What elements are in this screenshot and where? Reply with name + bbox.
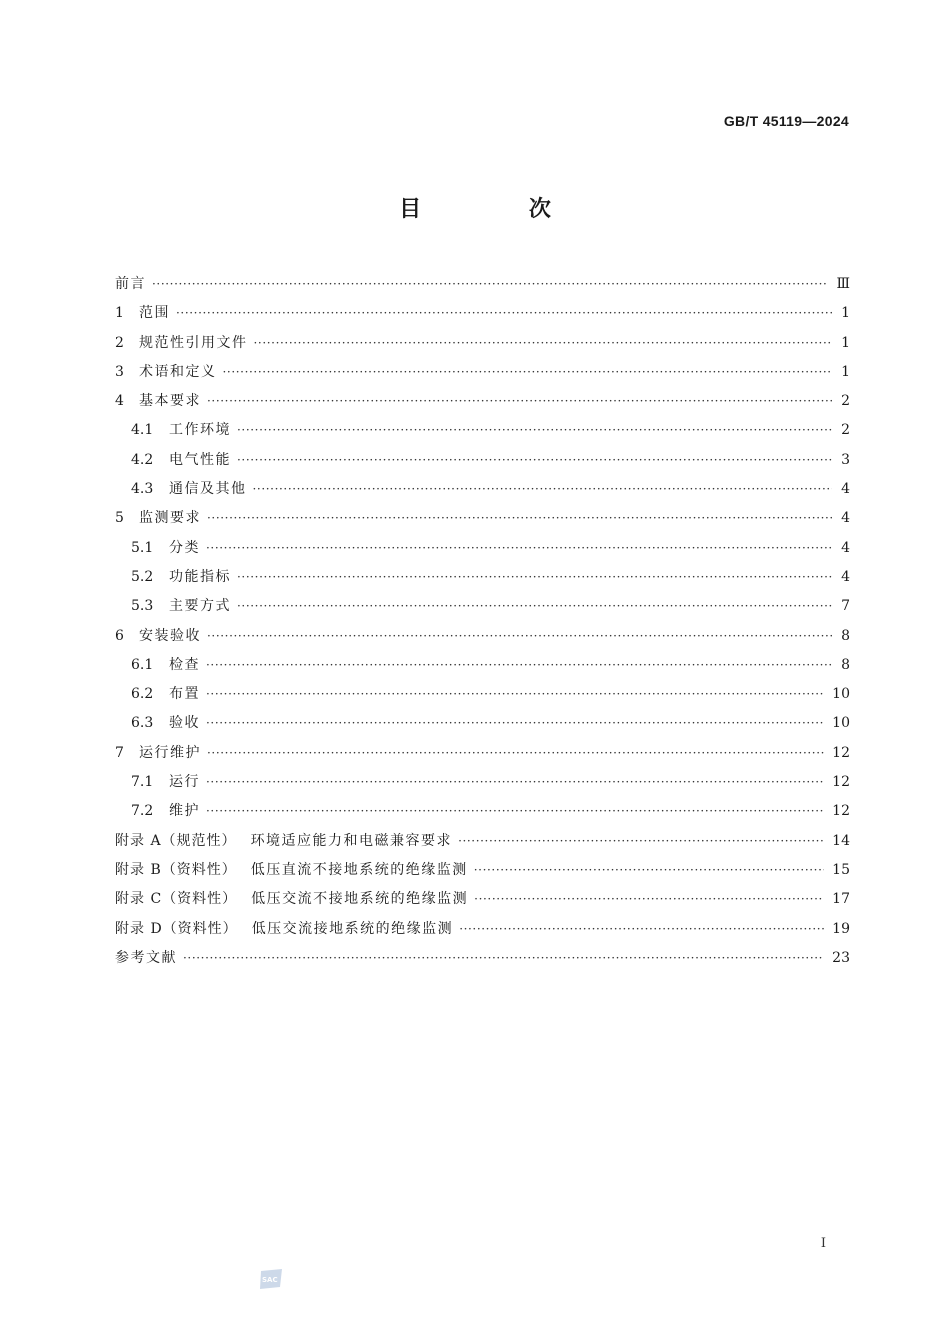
toc-entry[interactable] bbox=[115, 885, 850, 914]
toc-entry[interactable] bbox=[115, 622, 850, 651]
toc-entry[interactable] bbox=[115, 592, 850, 621]
toc-section-number: 5.3 bbox=[131, 598, 154, 615]
toc-dot-leader bbox=[254, 329, 833, 358]
standard-number: GB/T 45119—2024 bbox=[723, 113, 849, 129]
toc-dot-leader bbox=[458, 827, 824, 856]
toc-dot-leader bbox=[474, 885, 824, 914]
toc-page-number: 17 bbox=[832, 891, 850, 908]
toc-entry[interactable] bbox=[115, 329, 850, 358]
toc-page-number: 1 bbox=[841, 334, 850, 351]
toc-page-number: 3 bbox=[841, 451, 850, 468]
toc-section-number: 4.2 bbox=[131, 451, 154, 468]
toc-entry[interactable] bbox=[115, 768, 850, 797]
toc-annex-label: 附录 C（资料性） bbox=[115, 891, 238, 908]
toc-entry-title: 通信及其他 bbox=[169, 481, 247, 498]
page-title: 目 次 bbox=[399, 197, 601, 222]
toc-dot-leader bbox=[206, 651, 832, 680]
toc-section-number: 4.3 bbox=[131, 481, 154, 498]
toc-page-number: 2 bbox=[841, 422, 850, 439]
toc-entry-title: 维护 bbox=[169, 803, 200, 820]
toc-entry-title: 低压直流不接地系统的绝缘监测 bbox=[250, 861, 468, 878]
toc-dot-leader bbox=[206, 709, 824, 738]
toc-section-number: 6.2 bbox=[131, 686, 154, 703]
table-of-contents bbox=[115, 270, 850, 973]
svg-text:SAC: SAC bbox=[262, 1276, 278, 1284]
toc-entry-title: 电气性能 bbox=[169, 451, 231, 468]
toc-dot-leader bbox=[474, 856, 824, 885]
toc-page-number: 2 bbox=[841, 393, 850, 410]
toc-section-number: 6.1 bbox=[131, 656, 154, 673]
toc-dot-leader bbox=[206, 534, 832, 563]
toc-section-number: 4 bbox=[115, 393, 124, 410]
toc-entry[interactable] bbox=[115, 416, 850, 445]
toc-entry[interactable] bbox=[115, 563, 850, 592]
toc-section-number: 7 bbox=[115, 744, 124, 761]
toc-entry[interactable] bbox=[115, 387, 850, 416]
toc-annex-label: 附录 B（资料性） bbox=[115, 861, 237, 878]
toc-entry-title: 前言 bbox=[115, 276, 146, 292]
toc-section-number: 2 bbox=[115, 334, 124, 351]
toc-entry[interactable] bbox=[115, 299, 850, 328]
toc-dot-leader bbox=[183, 944, 824, 973]
toc-entry-title: 安装验收 bbox=[139, 627, 201, 644]
toc-dot-leader bbox=[237, 563, 832, 592]
toc-dot-leader bbox=[237, 592, 832, 621]
toc-section-number: 1 bbox=[115, 305, 124, 322]
toc-entry[interactable] bbox=[115, 739, 850, 768]
toc-page-number: 4 bbox=[841, 539, 850, 556]
toc-page-number: 1 bbox=[841, 305, 850, 322]
toc-dot-leader bbox=[206, 768, 824, 797]
toc-section-number: 5.1 bbox=[131, 539, 154, 556]
toc-page-number: 12 bbox=[832, 774, 850, 791]
toc-entry-title: 验收 bbox=[169, 715, 200, 732]
toc-page-number: 4 bbox=[841, 568, 850, 585]
toc-entry[interactable] bbox=[115, 944, 850, 973]
toc-page-number: 7 bbox=[841, 598, 850, 615]
toc-entry-title: 环境适应能力和电磁兼容要求 bbox=[250, 832, 453, 849]
toc-entry-title: 运行 bbox=[169, 774, 200, 791]
toc-annex-label: 附录 D（资料性） bbox=[115, 920, 238, 937]
toc-entry[interactable] bbox=[115, 504, 850, 533]
toc-page-number: 15 bbox=[832, 861, 850, 878]
toc-dot-leader bbox=[152, 270, 828, 299]
toc-entry-title: 范围 bbox=[139, 305, 170, 322]
toc-annex-label: 附录 A（规范性） bbox=[115, 832, 237, 849]
toc-entry[interactable] bbox=[115, 534, 850, 563]
toc-page-number: 14 bbox=[832, 832, 850, 849]
toc-page-number: Ⅲ bbox=[836, 276, 850, 292]
toc-section-number: 6 bbox=[115, 627, 124, 644]
toc-dot-leader bbox=[207, 504, 832, 533]
toc-entry[interactable] bbox=[115, 915, 850, 944]
toc-dot-leader bbox=[223, 358, 833, 387]
toc-section-number: 7.2 bbox=[131, 803, 154, 820]
toc-dot-leader bbox=[253, 475, 833, 504]
toc-section-number: 7.1 bbox=[131, 774, 154, 791]
toc-page-number: 4 bbox=[841, 481, 850, 498]
toc-entry[interactable] bbox=[115, 651, 850, 680]
toc-dot-leader bbox=[176, 299, 832, 328]
toc-entry-title: 工作环境 bbox=[169, 422, 231, 439]
toc-entry[interactable] bbox=[115, 709, 850, 738]
toc-entry-title: 监测要求 bbox=[139, 510, 201, 527]
toc-dot-leader bbox=[207, 387, 832, 416]
toc-section-number: 6.3 bbox=[131, 715, 154, 732]
toc-dot-leader bbox=[207, 739, 824, 768]
toc-entry-title: 低压交流不接地系统的绝缘监测 bbox=[251, 891, 469, 908]
toc-section-number: 5.2 bbox=[131, 568, 154, 585]
toc-dot-leader bbox=[237, 416, 832, 445]
toc-entry[interactable] bbox=[115, 358, 850, 387]
sac-logo-icon bbox=[258, 1267, 284, 1291]
toc-dot-leader bbox=[237, 446, 832, 475]
toc-dot-leader bbox=[206, 797, 824, 826]
toc-entry[interactable] bbox=[115, 856, 850, 885]
toc-entry-title: 运行维护 bbox=[139, 744, 201, 761]
toc-entry[interactable] bbox=[115, 827, 850, 856]
toc-entry-title: 基本要求 bbox=[139, 393, 201, 410]
toc-dot-leader bbox=[206, 680, 824, 709]
toc-page-number: 19 bbox=[832, 920, 850, 937]
toc-entry[interactable] bbox=[115, 797, 850, 826]
toc-entry-title: 检查 bbox=[169, 656, 200, 673]
toc-entry-title: 术语和定义 bbox=[139, 363, 217, 380]
toc-entry-title: 低压交流接地系统的绝缘监测 bbox=[251, 920, 454, 937]
toc-dot-leader bbox=[207, 622, 832, 651]
toc-page-number: 12 bbox=[832, 744, 850, 761]
toc-entry-title: 功能指标 bbox=[169, 568, 231, 585]
toc-dot-leader bbox=[459, 915, 824, 944]
toc-entry-title: 分类 bbox=[169, 539, 200, 556]
toc-entry-title: 主要方式 bbox=[169, 598, 231, 615]
toc-section-number: 3 bbox=[115, 363, 124, 380]
toc-entry[interactable] bbox=[115, 475, 850, 504]
toc-page-number: 1 bbox=[841, 363, 850, 380]
toc-entry-title: 参考文献 bbox=[115, 949, 177, 966]
toc-page-number: 23 bbox=[832, 949, 850, 966]
toc-page-number: 12 bbox=[832, 803, 850, 820]
toc-entry-title: 规范性引用文件 bbox=[139, 334, 248, 351]
toc-section-number: 4.1 bbox=[131, 422, 154, 439]
toc-entry[interactable] bbox=[115, 446, 850, 475]
toc-entry-title: 布置 bbox=[169, 686, 200, 703]
toc-page-number: 10 bbox=[832, 686, 850, 703]
page-number: I bbox=[820, 1236, 826, 1251]
toc-section-number: 5 bbox=[115, 510, 124, 527]
toc-entry[interactable] bbox=[115, 680, 850, 709]
toc-page-number: 8 bbox=[841, 627, 850, 644]
toc-page-number: 4 bbox=[841, 510, 850, 527]
toc-entry[interactable] bbox=[115, 270, 850, 299]
toc-page-number: 8 bbox=[841, 656, 850, 673]
toc-page-number: 10 bbox=[832, 715, 850, 732]
